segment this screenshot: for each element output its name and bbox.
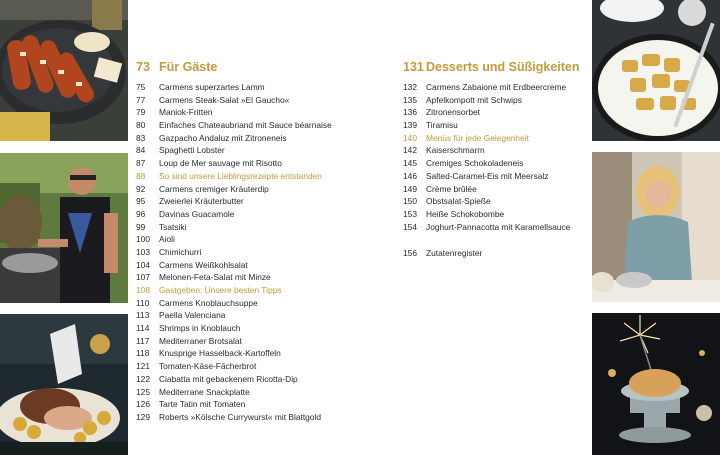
toc-column-right (403, 60, 588, 260)
toc-entry-title: Mediterrane Snackplatte (159, 386, 250, 397)
toc-page-number: 100 (136, 234, 150, 245)
section-page-number: 73 (136, 60, 150, 74)
section-title: Desserts und Süßigkeiten (426, 60, 580, 74)
section-heading-desserts (403, 60, 588, 80)
toc-page-number: 135 (403, 94, 417, 105)
toc-entry (136, 81, 356, 94)
toc-entry (136, 271, 356, 284)
toc-page-number: 114 (136, 323, 150, 334)
toc-entry (403, 157, 588, 170)
toc-column-left (136, 60, 356, 424)
toc-entry (136, 208, 356, 221)
toc-page-number: 139 (403, 120, 417, 131)
toc-entry-title: Carmens Steak-Salat »El Gaucho« (159, 94, 290, 105)
toc-page-number: 92 (136, 183, 146, 194)
toc-entry-title: Paella Valenciana (159, 310, 226, 321)
toc-entry (403, 119, 588, 132)
toc-entry-title: Gazpacho Andaluz mit Zitroneneis (159, 132, 287, 143)
toc-entry-title: Carmens Zabaione mit Erdbeercreme (426, 82, 567, 92)
toc-entry (136, 144, 356, 157)
toc-entry (136, 411, 356, 424)
toc-entry (136, 170, 356, 183)
toc-entry-title: Gastgeben: Unsere besten Tipps (159, 285, 282, 295)
toc-entry (136, 259, 356, 272)
toc-entry-title: Zitronensorbet (426, 107, 480, 118)
toc-entry (403, 144, 588, 157)
toc-entry (403, 94, 588, 107)
toc-page-number: 96 (136, 208, 146, 219)
toc-page-number: 145 (403, 158, 417, 169)
toc-entry-title: Carmens cremiger Kräuterdip (159, 183, 269, 194)
toc-page-number: 107 (136, 272, 150, 283)
toc-entry (136, 386, 356, 399)
toc-entry-title: Carmens Weißkohlsalat (159, 259, 248, 270)
toc-entry (136, 183, 356, 196)
toc-entry-title: Spaghetti Lobster (159, 145, 225, 156)
toc-page-number: 118 (136, 348, 150, 359)
toc-entry-title: Joghurt-Pannacotta mit Karamellsauce (426, 221, 571, 232)
toc-page-number: 99 (136, 221, 146, 232)
toc-entry (403, 81, 588, 94)
toc-page-number: 83 (136, 132, 146, 143)
photo-chef-at-grill (0, 153, 128, 303)
toc-entry-title: Tsatsiki (159, 221, 187, 232)
toc-page-number: 77 (136, 94, 146, 105)
toc-page-number: 154 (403, 221, 417, 232)
toc-entry (403, 106, 588, 119)
toc-entry (136, 132, 356, 145)
toc-entry-index (403, 247, 588, 260)
toc-entry-title: Mediterraner Brotsalat (159, 335, 242, 346)
toc-entry-title: Tarte Tatin mit Tomaten (159, 399, 246, 410)
toc-page-number: 79 (136, 107, 146, 118)
photo-woman-cooking (592, 152, 720, 302)
toc-page-number: 110 (136, 297, 150, 308)
toc-page-number: 104 (136, 259, 150, 270)
toc-entry-title: Kaiserschmarrn (426, 145, 485, 156)
toc-entry-title: Zutatenregister (426, 248, 483, 259)
toc-page-number: 117 (136, 335, 150, 346)
toc-entry (136, 347, 356, 360)
toc-page-number: 95 (136, 196, 146, 207)
toc-entry-title: Crème brûlée (426, 183, 477, 194)
toc-entry-title: Zweierlei Kräuterbutter (159, 196, 244, 207)
toc-page-number: 122 (136, 373, 150, 384)
toc-entry (136, 284, 356, 297)
toc-entry-title: Einfaches Chateaubriand mit Sauce béarnaise (159, 120, 332, 131)
toc-entry-title: Knusprige Hasselback-Kartoffeln (159, 348, 281, 359)
toc-entry-title: Tomaten-Käse-Fächerbrot (159, 361, 257, 372)
toc-entry (136, 106, 356, 119)
photo-kaiserschmarrn-plate (592, 0, 720, 141)
toc-page-number: 75 (136, 82, 146, 92)
toc-page-number: 108 (136, 285, 150, 295)
toc-page-number: 142 (403, 145, 417, 156)
toc-page-number: 103 (136, 246, 150, 257)
toc-entry-title: Obstsalat-Spieße (426, 196, 491, 207)
toc-entry-title: Roberts »Kölsche Currywurst« mit Blattgold (159, 411, 321, 422)
toc-entry (403, 183, 588, 196)
toc-entry-title: Carmens Knoblauchsuppe (159, 297, 258, 308)
toc-entry (136, 94, 356, 107)
toc-page-number: 113 (136, 310, 150, 321)
toc-entry-title: Maniok-Fritten (159, 107, 213, 118)
toc-page-number: 125 (136, 386, 150, 397)
toc-entry-title: Carmens superzartes Lamm (159, 82, 265, 92)
toc-entry (403, 170, 588, 183)
toc-page-number: 149 (403, 183, 417, 194)
section-heading-fuer-gaeste (136, 60, 356, 80)
toc-entry (136, 398, 356, 411)
toc-entry-title: Menüs für jede Gelegenheit (426, 132, 529, 143)
toc-page-number: 140 (403, 132, 417, 143)
toc-page-number: 136 (403, 107, 417, 118)
toc-page-number: 121 (136, 361, 150, 372)
toc-entry-title: Apfelkompott mit Schwips (426, 94, 522, 105)
toc-entry-title: Ciabatta mit gebackenem Ricotta-Dip (159, 373, 298, 384)
toc-page-number: 146 (403, 170, 417, 181)
toc-page-number: 80 (136, 120, 146, 131)
toc-entry (136, 335, 356, 348)
toc-entry-title: Loup de Mer sauvage mit Risotto (159, 158, 282, 169)
toc-page-number: 132 (403, 82, 417, 92)
toc-entry (136, 360, 356, 373)
toc-entry (136, 119, 356, 132)
toc-page-number: 153 (403, 208, 417, 219)
toc-entry (136, 233, 356, 246)
toc-entry (403, 221, 588, 234)
photo-currywurst-plate (0, 0, 128, 141)
toc-entry-title: Tiramisu (426, 120, 458, 131)
toc-entry-title: Cremiges Schokoladeneis (426, 158, 524, 169)
photo-dessert-with-sparkler (592, 313, 720, 455)
toc-entry (136, 157, 356, 170)
photo-roast-with-potatoes (0, 314, 128, 455)
toc-entry-title: Shrimps in Knoblauch (159, 323, 241, 334)
section-page-number: 131 (403, 60, 424, 74)
toc-entry-title: Heiße Schokobombe (426, 208, 505, 219)
toc-entry (136, 297, 356, 310)
toc-page-number: 129 (136, 411, 150, 422)
toc-entry-title: Chimichurri (159, 246, 202, 257)
section-title: Für Gäste (159, 60, 218, 74)
toc-entry (136, 322, 356, 335)
toc-entry-title: Melonen-Feta-Salat mit Minze (159, 272, 271, 283)
toc-entry (403, 132, 588, 145)
toc-entry (136, 309, 356, 322)
toc-page-number: 87 (136, 158, 146, 169)
toc-entry-title: So sind unsere Lieblingsrezepte entstanden (159, 170, 322, 181)
toc-page-number: 126 (136, 399, 150, 410)
toc-entry (136, 221, 356, 234)
toc-entry (136, 373, 356, 386)
toc-entry-title: Salted-Caramel-Eis mit Meersalz (426, 170, 549, 181)
toc-page-number: 156 (403, 248, 417, 259)
toc-entry (136, 195, 356, 208)
toc-entry (403, 195, 588, 208)
toc-page-number: 88 (136, 170, 146, 181)
toc-page-number: 84 (136, 145, 146, 156)
toc-page-number: 150 (403, 196, 417, 207)
toc-entry-title: Davinas Guacamole (159, 208, 235, 219)
toc-entry (136, 246, 356, 259)
toc-entry (403, 208, 588, 221)
toc-entry-title: Aioli (159, 234, 175, 245)
